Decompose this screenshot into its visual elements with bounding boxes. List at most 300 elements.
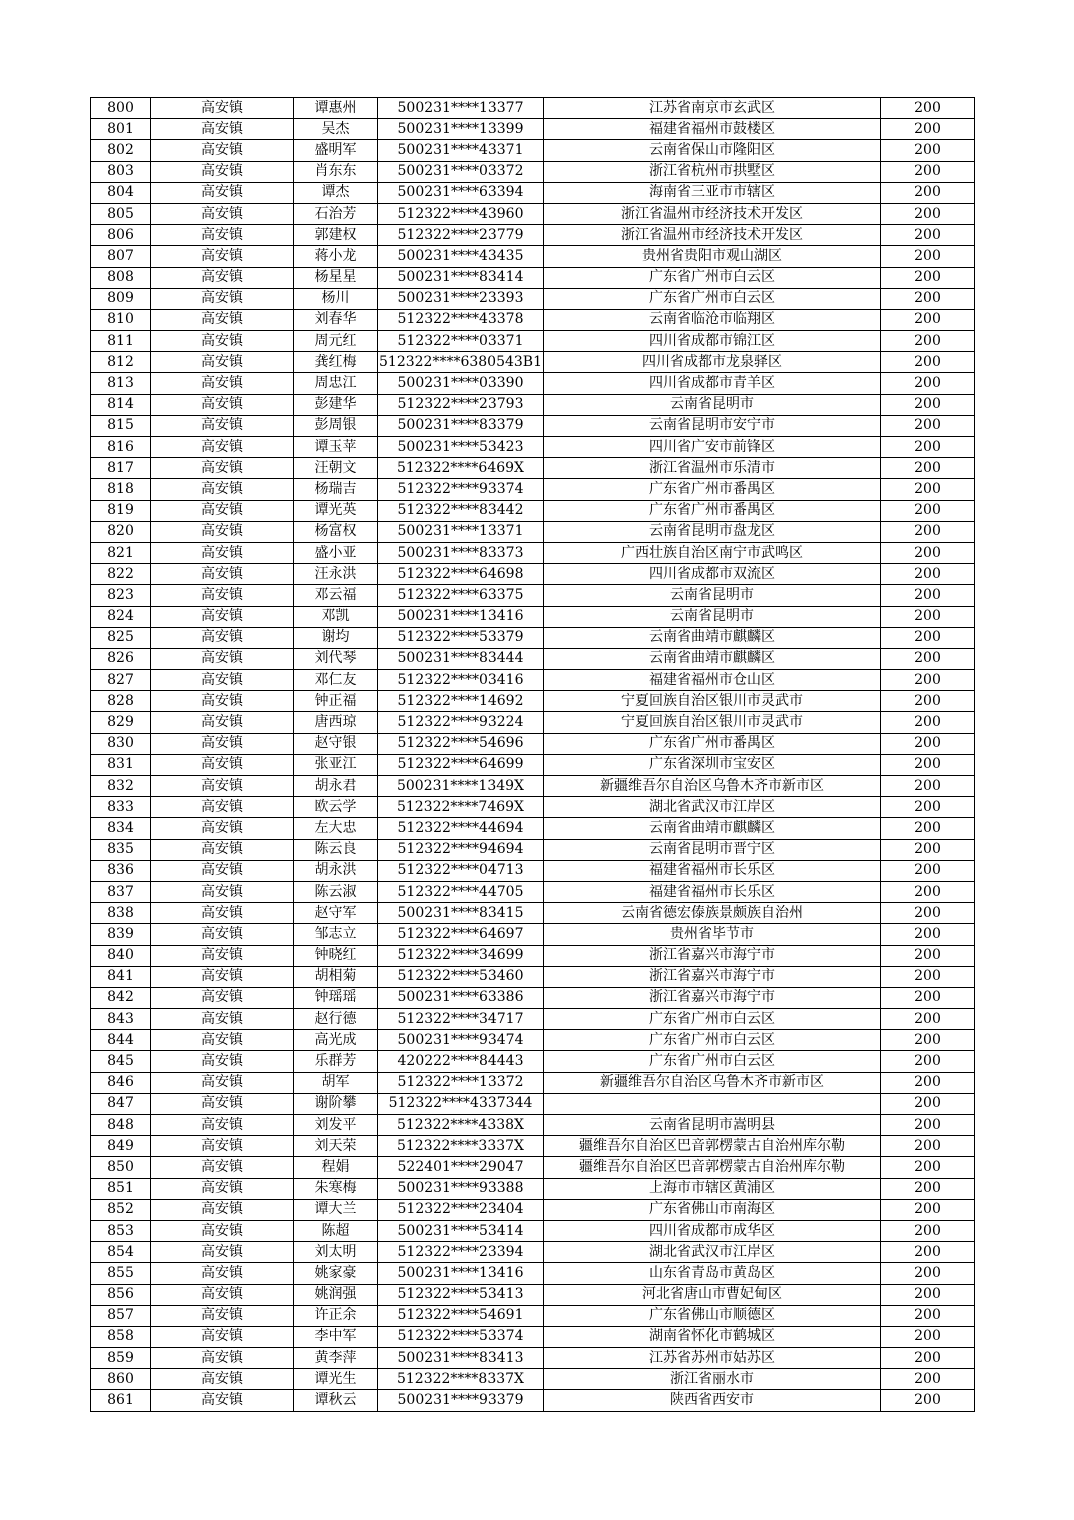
roster-table — [90, 97, 975, 1412]
amount-cell: 200 — [881, 1199, 975, 1220]
table-row — [91, 670, 975, 691]
person-name-cell: 赵行德 — [294, 1009, 378, 1030]
person-name-cell: 胡军 — [294, 1072, 378, 1093]
table-row — [91, 479, 975, 500]
address-cell: 浙江省丽水市 — [544, 1369, 881, 1390]
person-name-cell: 龚红梅 — [294, 352, 378, 373]
amount-cell: 200 — [881, 1178, 975, 1199]
person-name-cell: 胡永洪 — [294, 860, 378, 881]
table-row — [91, 1115, 975, 1136]
person-name-cell: 李中军 — [294, 1326, 378, 1347]
table-row — [91, 1305, 975, 1326]
address-cell: 云南省德宏傣族景颇族自治州 — [544, 903, 881, 924]
table-row — [91, 712, 975, 733]
table-row — [91, 288, 975, 309]
person-name-cell: 杨富权 — [294, 521, 378, 542]
person-name-cell: 黄李萍 — [294, 1348, 378, 1369]
row-number-cell: 834 — [91, 818, 151, 839]
town-cell: 高安镇 — [151, 98, 294, 119]
id-number-cell: 512322****64697 — [378, 924, 544, 945]
person-name-cell: 邓云福 — [294, 585, 378, 606]
amount-cell: 200 — [881, 606, 975, 627]
town-cell: 高安镇 — [151, 521, 294, 542]
address-cell: 云南省昆明市嵩明县 — [544, 1115, 881, 1136]
person-name-cell: 张亚江 — [294, 754, 378, 775]
address-cell: 疆维吾尔自治区巴音郭楞蒙古自治州库尔勒 — [544, 1157, 881, 1178]
row-number-cell: 820 — [91, 521, 151, 542]
amount-cell: 200 — [881, 331, 975, 352]
row-number-cell: 856 — [91, 1284, 151, 1305]
person-name-cell: 刘太明 — [294, 1242, 378, 1263]
person-name-cell: 杨星星 — [294, 267, 378, 288]
town-cell: 高安镇 — [151, 691, 294, 712]
amount-cell: 200 — [881, 203, 975, 224]
town-cell: 高安镇 — [151, 437, 294, 458]
person-name-cell: 钟正福 — [294, 691, 378, 712]
town-cell: 高安镇 — [151, 881, 294, 902]
table-row — [91, 818, 975, 839]
person-name-cell: 高光成 — [294, 1030, 378, 1051]
address-cell: 广东省佛山市南海区 — [544, 1199, 881, 1220]
row-number-cell: 847 — [91, 1093, 151, 1114]
row-number-cell: 859 — [91, 1348, 151, 1369]
row-number-cell: 813 — [91, 373, 151, 394]
address-cell: 四川省成都市青羊区 — [544, 373, 881, 394]
amount-cell: 200 — [881, 479, 975, 500]
table-row — [91, 585, 975, 606]
id-number-cell: 500231****13371 — [378, 521, 544, 542]
town-cell: 高安镇 — [151, 966, 294, 987]
address-cell: 海南省三亚市市辖区 — [544, 182, 881, 203]
table-row — [91, 246, 975, 267]
town-cell: 高安镇 — [151, 754, 294, 775]
id-number-cell: 512322****6469X — [378, 458, 544, 479]
town-cell: 高安镇 — [151, 1305, 294, 1326]
table-row — [91, 860, 975, 881]
id-number-cell: 500231****13399 — [378, 119, 544, 140]
person-name-cell: 郭建权 — [294, 225, 378, 246]
row-number-cell: 857 — [91, 1305, 151, 1326]
id-number-cell: 512322****23404 — [378, 1199, 544, 1220]
town-cell: 高安镇 — [151, 225, 294, 246]
id-number-cell: 512322****03416 — [378, 670, 544, 691]
town-cell: 高安镇 — [151, 860, 294, 881]
table-row — [91, 648, 975, 669]
id-number-cell: 500231****93379 — [378, 1390, 544, 1411]
amount-cell: 200 — [881, 1051, 975, 1072]
address-cell: 广东省广州市番禺区 — [544, 733, 881, 754]
town-cell: 高安镇 — [151, 818, 294, 839]
table-row — [91, 776, 975, 797]
row-number-cell: 817 — [91, 458, 151, 479]
row-number-cell: 804 — [91, 182, 151, 203]
amount-cell: 200 — [881, 1369, 975, 1390]
table-row — [91, 394, 975, 415]
amount-cell: 200 — [881, 500, 975, 521]
town-cell: 高安镇 — [151, 648, 294, 669]
person-name-cell: 谭光英 — [294, 500, 378, 521]
address-cell: 浙江省杭州市拱墅区 — [544, 161, 881, 182]
table-row — [91, 924, 975, 945]
town-cell: 高安镇 — [151, 1220, 294, 1241]
amount-cell: 200 — [881, 1136, 975, 1157]
address-cell: 福建省福州市鼓楼区 — [544, 119, 881, 140]
table-row — [91, 415, 975, 436]
id-number-cell: 500231****83379 — [378, 415, 544, 436]
amount-cell: 200 — [881, 309, 975, 330]
town-cell: 高安镇 — [151, 500, 294, 521]
amount-cell: 200 — [881, 1072, 975, 1093]
table-row — [91, 1051, 975, 1072]
amount-cell: 200 — [881, 437, 975, 458]
id-number-cell: 512322****14692 — [378, 691, 544, 712]
amount-cell: 200 — [881, 564, 975, 585]
address-cell: 福建省福州市长乐区 — [544, 881, 881, 902]
address-cell: 云南省曲靖市麒麟区 — [544, 627, 881, 648]
row-number-cell: 844 — [91, 1030, 151, 1051]
amount-cell: 200 — [881, 924, 975, 945]
id-number-cell: 512322****53413 — [378, 1284, 544, 1305]
amount-cell: 200 — [881, 458, 975, 479]
id-number-cell: 500231****83414 — [378, 267, 544, 288]
address-cell: 浙江省嘉兴市海宁市 — [544, 987, 881, 1008]
person-name-cell: 谭杰 — [294, 182, 378, 203]
table-row — [91, 1284, 975, 1305]
person-name-cell: 谢均 — [294, 627, 378, 648]
address-cell: 云南省曲靖市麒麟区 — [544, 648, 881, 669]
row-number-cell: 843 — [91, 1009, 151, 1030]
row-number-cell: 841 — [91, 966, 151, 987]
id-number-cell: 500231****83444 — [378, 648, 544, 669]
id-number-cell: 512322****8337X — [378, 1369, 544, 1390]
amount-cell: 200 — [881, 839, 975, 860]
amount-cell: 200 — [881, 225, 975, 246]
address-cell: 贵州省贵阳市观山湖区 — [544, 246, 881, 267]
person-name-cell: 许正余 — [294, 1305, 378, 1326]
amount-cell: 200 — [881, 140, 975, 161]
address-cell: 福建省福州市仓山区 — [544, 670, 881, 691]
person-name-cell: 石治芳 — [294, 203, 378, 224]
table-row — [91, 1242, 975, 1263]
id-number-cell: 512322****43378 — [378, 309, 544, 330]
row-number-cell: 858 — [91, 1326, 151, 1347]
town-cell: 高安镇 — [151, 331, 294, 352]
amount-cell: 200 — [881, 987, 975, 1008]
town-cell: 高安镇 — [151, 267, 294, 288]
amount-cell: 200 — [881, 903, 975, 924]
table-row — [91, 1263, 975, 1284]
address-cell — [544, 1093, 881, 1114]
row-number-cell: 806 — [91, 225, 151, 246]
amount-cell: 200 — [881, 267, 975, 288]
row-number-cell: 833 — [91, 797, 151, 818]
town-cell: 高安镇 — [151, 627, 294, 648]
table-row — [91, 1072, 975, 1093]
address-cell: 广东省广州市白云区 — [544, 288, 881, 309]
person-name-cell: 姚家豪 — [294, 1263, 378, 1284]
row-number-cell: 801 — [91, 119, 151, 140]
town-cell: 高安镇 — [151, 945, 294, 966]
amount-cell: 200 — [881, 288, 975, 309]
address-cell: 四川省成都市成华区 — [544, 1220, 881, 1241]
address-cell: 宁夏回族自治区银川市灵武市 — [544, 712, 881, 733]
amount-cell: 200 — [881, 585, 975, 606]
person-name-cell: 胡相菊 — [294, 966, 378, 987]
person-name-cell: 左大忠 — [294, 818, 378, 839]
row-number-cell: 816 — [91, 437, 151, 458]
id-number-cell: 512322****53460 — [378, 966, 544, 987]
town-cell: 高安镇 — [151, 839, 294, 860]
row-number-cell: 830 — [91, 733, 151, 754]
table-row — [91, 691, 975, 712]
id-number-cell: 512322****53374 — [378, 1326, 544, 1347]
table-row — [91, 182, 975, 203]
row-number-cell: 826 — [91, 648, 151, 669]
id-number-cell: 500231****03390 — [378, 373, 544, 394]
amount-cell: 200 — [881, 1093, 975, 1114]
person-name-cell: 盛明军 — [294, 140, 378, 161]
amount-cell: 200 — [881, 712, 975, 733]
amount-cell: 200 — [881, 1115, 975, 1136]
amount-cell: 200 — [881, 648, 975, 669]
id-number-cell: 512322****44694 — [378, 818, 544, 839]
address-cell: 浙江省嘉兴市海宁市 — [544, 966, 881, 987]
id-number-cell: 512322****94694 — [378, 839, 544, 860]
table-row — [91, 331, 975, 352]
person-name-cell: 吴杰 — [294, 119, 378, 140]
row-number-cell: 849 — [91, 1136, 151, 1157]
row-number-cell: 822 — [91, 564, 151, 585]
table-row — [91, 797, 975, 818]
row-number-cell: 839 — [91, 924, 151, 945]
amount-cell: 200 — [881, 966, 975, 987]
town-cell: 高安镇 — [151, 1263, 294, 1284]
town-cell: 高安镇 — [151, 903, 294, 924]
id-number-cell: 500231****1349X — [378, 776, 544, 797]
town-cell: 高安镇 — [151, 797, 294, 818]
town-cell: 高安镇 — [151, 564, 294, 585]
table-row — [91, 203, 975, 224]
address-cell: 广东省广州市番禺区 — [544, 479, 881, 500]
id-number-cell: 512322****43960 — [378, 203, 544, 224]
person-name-cell: 邹志立 — [294, 924, 378, 945]
table-row — [91, 839, 975, 860]
town-cell: 高安镇 — [151, 1009, 294, 1030]
address-cell: 陕西省西安市 — [544, 1390, 881, 1411]
id-number-cell: 512322****54691 — [378, 1305, 544, 1326]
person-name-cell: 钟晓红 — [294, 945, 378, 966]
table-row — [91, 352, 975, 373]
roster-table-body — [91, 98, 975, 1412]
amount-cell: 200 — [881, 1263, 975, 1284]
town-cell: 高安镇 — [151, 1242, 294, 1263]
address-cell: 湖北省武汉市江岸区 — [544, 1242, 881, 1263]
person-name-cell: 盛小亚 — [294, 542, 378, 563]
town-cell: 高安镇 — [151, 712, 294, 733]
amount-cell: 200 — [881, 1220, 975, 1241]
person-name-cell: 谭玉苹 — [294, 437, 378, 458]
amount-cell: 200 — [881, 1009, 975, 1030]
table-row — [91, 140, 975, 161]
address-cell: 云南省昆明市盘龙区 — [544, 521, 881, 542]
amount-cell: 200 — [881, 415, 975, 436]
id-number-cell: 512322****34717 — [378, 1009, 544, 1030]
table-row — [91, 373, 975, 394]
row-number-cell: 845 — [91, 1051, 151, 1072]
town-cell: 高安镇 — [151, 542, 294, 563]
id-number-cell: 500231****83413 — [378, 1348, 544, 1369]
row-number-cell: 837 — [91, 881, 151, 902]
person-name-cell: 谭秋云 — [294, 1390, 378, 1411]
row-number-cell: 851 — [91, 1178, 151, 1199]
row-number-cell: 810 — [91, 309, 151, 330]
table-row — [91, 1348, 975, 1369]
town-cell: 高安镇 — [151, 1072, 294, 1093]
amount-cell: 200 — [881, 945, 975, 966]
town-cell: 高安镇 — [151, 203, 294, 224]
address-cell: 云南省昆明市晋宁区 — [544, 839, 881, 860]
id-number-cell: 512322****53379 — [378, 627, 544, 648]
id-number-cell: 512322****4338X — [378, 1115, 544, 1136]
town-cell: 高安镇 — [151, 1136, 294, 1157]
row-number-cell: 809 — [91, 288, 151, 309]
person-name-cell: 蒋小龙 — [294, 246, 378, 267]
id-number-cell: 500231****63394 — [378, 182, 544, 203]
id-number-cell: 512322****7469X — [378, 797, 544, 818]
amount-cell: 200 — [881, 691, 975, 712]
amount-cell: 200 — [881, 161, 975, 182]
id-number-cell: 512322****23394 — [378, 1242, 544, 1263]
table-row — [91, 98, 975, 119]
address-cell: 新疆维吾尔自治区乌鲁木齐市新市区 — [544, 776, 881, 797]
address-cell: 疆维吾尔自治区巴音郭楞蒙古自治州库尔勒 — [544, 1136, 881, 1157]
town-cell: 高安镇 — [151, 415, 294, 436]
address-cell: 四川省广安市前锋区 — [544, 437, 881, 458]
address-cell: 新疆维吾尔自治区乌鲁木齐市新市区 — [544, 1072, 881, 1093]
amount-cell: 200 — [881, 352, 975, 373]
address-cell: 江苏省苏州市姑苏区 — [544, 1348, 881, 1369]
row-number-cell: 855 — [91, 1263, 151, 1284]
address-cell: 广东省广州市番禺区 — [544, 500, 881, 521]
address-cell: 浙江省温州市经济技术开发区 — [544, 203, 881, 224]
person-name-cell: 谭惠州 — [294, 98, 378, 119]
row-number-cell: 802 — [91, 140, 151, 161]
id-number-cell: 512322****4337344 — [378, 1093, 544, 1114]
person-name-cell: 周元红 — [294, 331, 378, 352]
person-name-cell: 程娟 — [294, 1157, 378, 1178]
id-number-cell: 500231****53423 — [378, 437, 544, 458]
address-cell: 云南省临沧市临翔区 — [544, 309, 881, 330]
amount-cell: 200 — [881, 98, 975, 119]
amount-cell: 200 — [881, 542, 975, 563]
town-cell: 高安镇 — [151, 119, 294, 140]
table-row — [91, 1093, 975, 1114]
table-row — [91, 1157, 975, 1178]
table-row — [91, 903, 975, 924]
row-number-cell: 823 — [91, 585, 151, 606]
id-number-cell: 500231****93388 — [378, 1178, 544, 1199]
address-cell: 浙江省温州市乐清市 — [544, 458, 881, 479]
id-number-cell: 512322****54696 — [378, 733, 544, 754]
address-cell: 河北省唐山市曹妃甸区 — [544, 1284, 881, 1305]
row-number-cell: 808 — [91, 267, 151, 288]
address-cell: 广东省深圳市宝安区 — [544, 754, 881, 775]
amount-cell: 200 — [881, 1326, 975, 1347]
row-number-cell: 850 — [91, 1157, 151, 1178]
amount-cell: 200 — [881, 1284, 975, 1305]
row-number-cell: 861 — [91, 1390, 151, 1411]
address-cell: 山东省青岛市黄岛区 — [544, 1263, 881, 1284]
row-number-cell: 812 — [91, 352, 151, 373]
town-cell: 高安镇 — [151, 1178, 294, 1199]
address-cell: 江苏省南京市玄武区 — [544, 98, 881, 119]
id-number-cell: 512322****64699 — [378, 754, 544, 775]
row-number-cell: 800 — [91, 98, 151, 119]
town-cell: 高安镇 — [151, 987, 294, 1008]
person-name-cell: 胡永君 — [294, 776, 378, 797]
table-row — [91, 881, 975, 902]
table-row — [91, 733, 975, 754]
amount-cell: 200 — [881, 1242, 975, 1263]
person-name-cell: 赵守银 — [294, 733, 378, 754]
town-cell: 高安镇 — [151, 733, 294, 754]
town-cell: 高安镇 — [151, 373, 294, 394]
amount-cell: 200 — [881, 627, 975, 648]
id-number-cell: 512322****93224 — [378, 712, 544, 733]
town-cell: 高安镇 — [151, 1030, 294, 1051]
person-name-cell: 彭周银 — [294, 415, 378, 436]
town-cell: 高安镇 — [151, 1115, 294, 1136]
address-cell: 贵州省毕节市 — [544, 924, 881, 945]
address-cell: 云南省保山市隆阳区 — [544, 140, 881, 161]
person-name-cell: 欧云学 — [294, 797, 378, 818]
town-cell: 高安镇 — [151, 1051, 294, 1072]
amount-cell: 200 — [881, 818, 975, 839]
table-row — [91, 754, 975, 775]
row-number-cell: 835 — [91, 839, 151, 860]
id-number-cell: 512322****04713 — [378, 860, 544, 881]
table-row — [91, 966, 975, 987]
address-cell: 广东省佛山市顺德区 — [544, 1305, 881, 1326]
table-row — [91, 437, 975, 458]
amount-cell: 200 — [881, 881, 975, 902]
address-cell: 云南省昆明市 — [544, 585, 881, 606]
person-name-cell: 刘发平 — [294, 1115, 378, 1136]
amount-cell: 200 — [881, 394, 975, 415]
address-cell: 宁夏回族自治区银川市灵武市 — [544, 691, 881, 712]
id-number-cell: 512322****44705 — [378, 881, 544, 902]
person-name-cell: 陈超 — [294, 1220, 378, 1241]
person-name-cell: 邓仁友 — [294, 670, 378, 691]
town-cell: 高安镇 — [151, 1199, 294, 1220]
address-cell: 广东省广州市白云区 — [544, 1009, 881, 1030]
address-cell: 云南省昆明市安宁市 — [544, 415, 881, 436]
row-number-cell: 840 — [91, 945, 151, 966]
person-name-cell: 乐群芳 — [294, 1051, 378, 1072]
table-row — [91, 1009, 975, 1030]
town-cell: 高安镇 — [151, 246, 294, 267]
person-name-cell: 邓凯 — [294, 606, 378, 627]
person-name-cell: 陈云良 — [294, 839, 378, 860]
table-row — [91, 458, 975, 479]
town-cell: 高安镇 — [151, 1093, 294, 1114]
row-number-cell: 832 — [91, 776, 151, 797]
person-name-cell: 唐西琼 — [294, 712, 378, 733]
table-row — [91, 309, 975, 330]
id-number-cell: 500231****03372 — [378, 161, 544, 182]
town-cell: 高安镇 — [151, 1157, 294, 1178]
person-name-cell: 钟瑶瑶 — [294, 987, 378, 1008]
